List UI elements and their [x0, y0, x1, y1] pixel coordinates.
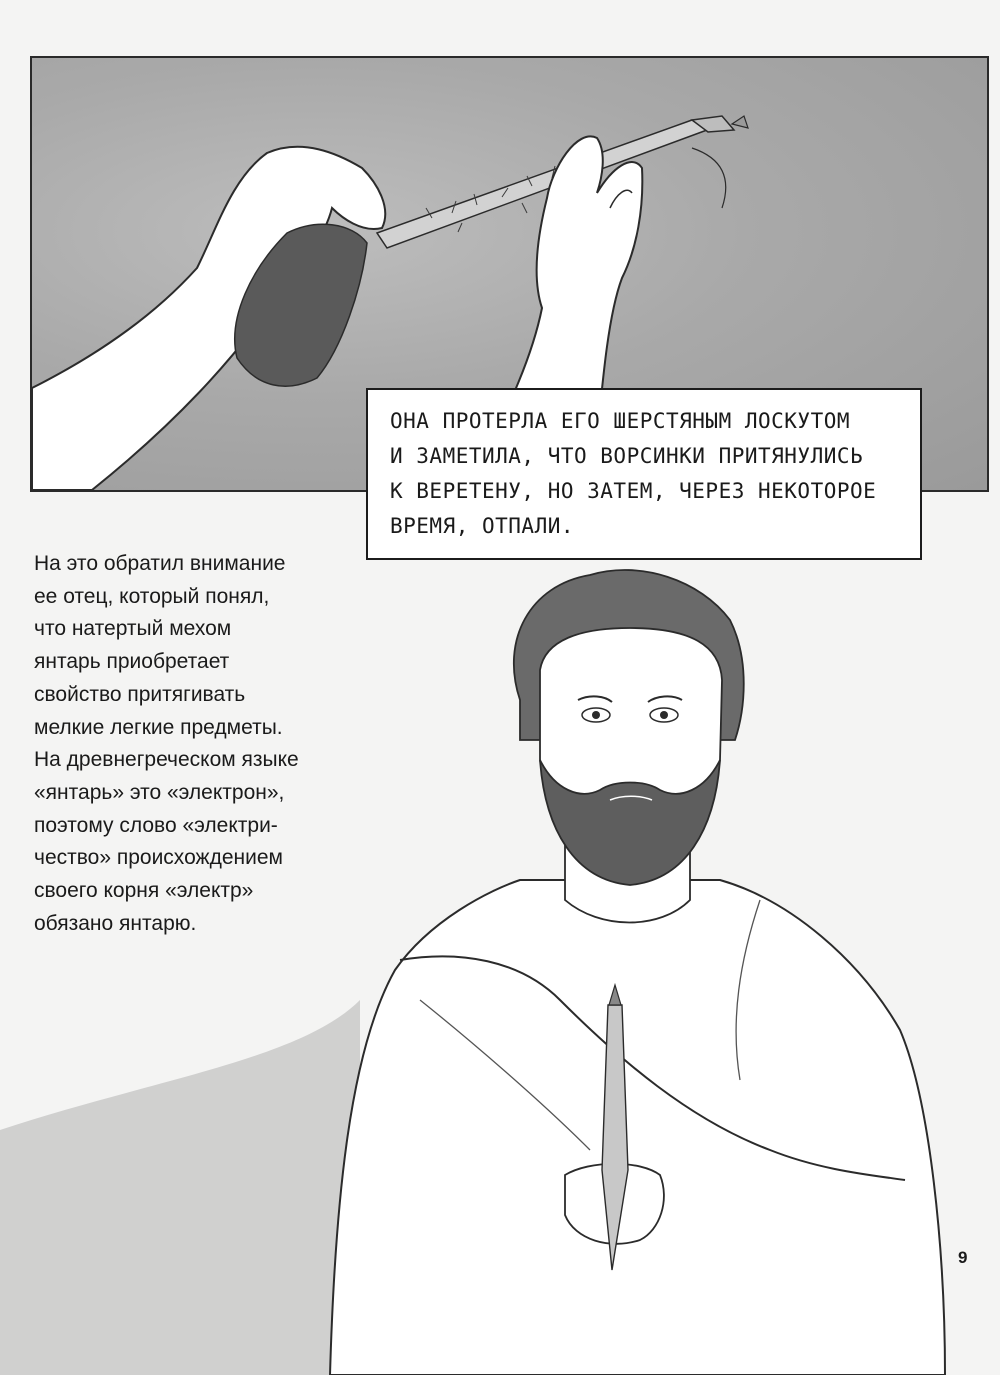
caption-line: И ЗАМЕТИЛА, ЧТО ВОРСИНКИ ПРИТЯНУЛИСЬ — [390, 444, 864, 468]
body-line: «янтарь» это «электрон», — [34, 780, 285, 804]
caption-line: К ВЕРЕТЕНУ, НО ЗАТЕМ, ЧЕРЕЗ НЕКОТОРОЕ — [390, 479, 877, 503]
body-line: обязано янтарю. — [34, 911, 197, 935]
page-number: 9 — [958, 1248, 968, 1267]
body-line: свойство притягивать — [34, 682, 246, 706]
caption-line: ВРЕМЯ, ОТПАЛИ. — [390, 514, 575, 538]
body-line: чество» происхождением — [34, 846, 283, 870]
body-paragraph — [34, 548, 374, 940]
body-line: поэтому слово «электри- — [34, 813, 278, 837]
body-line: янтарь приобретает — [34, 650, 230, 674]
caption-line: ОНА ПРОТЕРЛА ЕГО ШЕРСТЯНЫМ ЛОСКУТОМ — [390, 409, 851, 433]
body-line: мелкие легкие предметы. — [34, 715, 283, 739]
body-line: ее отец, который понял, — [34, 584, 270, 608]
body-line: что натертый мехом — [34, 617, 232, 641]
body-line: На древнегреческом языке — [34, 748, 299, 772]
body-line: На это обратил внимание — [34, 552, 286, 575]
body-line: своего корня «электр» — [34, 879, 254, 903]
